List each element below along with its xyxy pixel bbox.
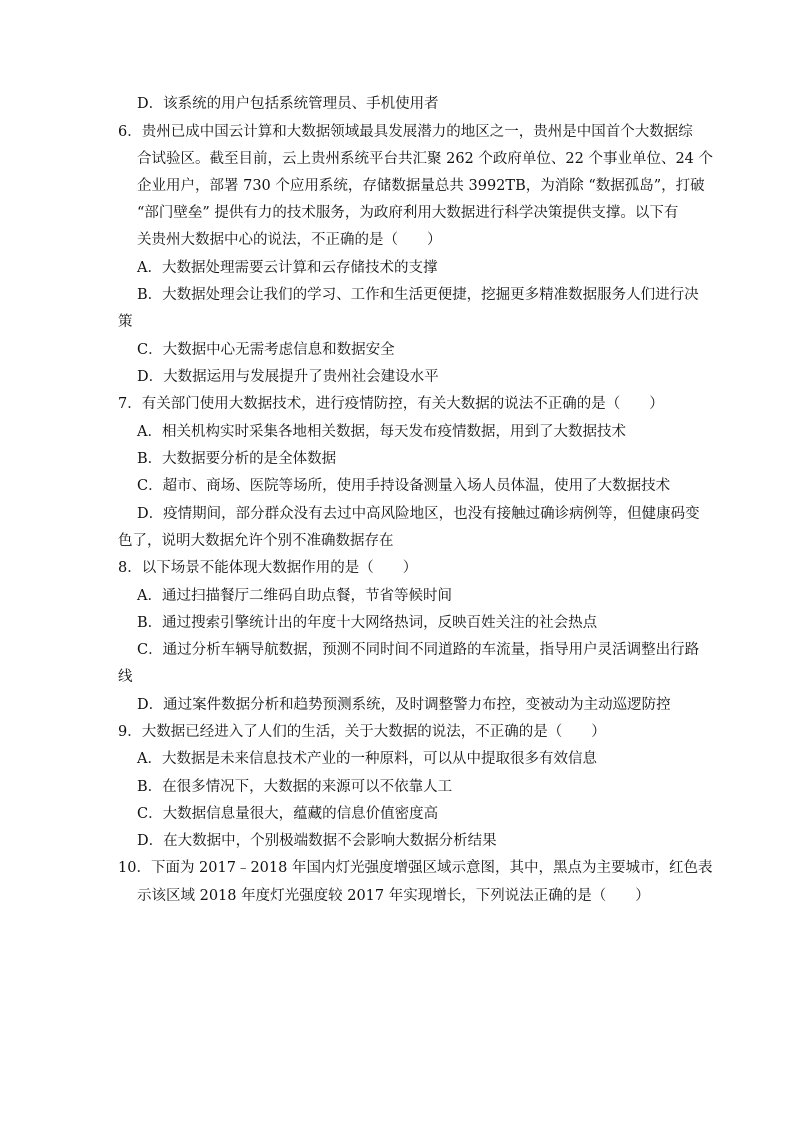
prev-question-option-d: D．该系统的用户包括系统管理员、手机使用者 (137, 96, 439, 112)
q8-option-d: D．通过案件数据分析和趋势预测系统，及时调整警力布控，变被动为主动巡逻防控 (137, 697, 671, 713)
q6-stem-line-4: “部门壁垒” 提供有力的技术服务，为政府利用大数据进行科学决策提供支撑。以下有 (137, 205, 679, 221)
q6-option-b-wrap: 策 (118, 314, 133, 330)
q8-option-b: B．通过搜索引擎统计出的年度十大网络热词，反映百姓关注的社会热点 (137, 615, 598, 631)
q7-option-d: D．疫情期间，部分群众没有去过中高风险地区，也没有接触过确诊病例等，但健康码变 (137, 506, 700, 522)
q6-option-a: A．大数据处理需要云计算和云存储技术的支撑 (137, 260, 438, 276)
q6-option-d: D．大数据运用与发展提升了贵州社会建设水平 (137, 369, 439, 385)
q6-stem-line-1: 6．贵州已成中国云计算和大数据领域最具发展潜力的地区之一，贵州是中国首个大数据综 (118, 124, 693, 140)
q6-option-c: C．大数据中心无需考虑信息和数据安全 (137, 342, 395, 358)
q6-stem-line-5: 关贵州大数据中心的说法，不正确的是（ ） (137, 232, 442, 248)
q6-option-b: B．大数据处理会让我们的学习、工作和生活更便捷，挖掘更多精准数据服务人们进行决 (137, 287, 699, 303)
q7-stem: 7．有关部门使用大数据技术，进行疫情防控，有关大数据的说法不正确的是（ ） (118, 396, 664, 412)
q8-option-c-wrap: 线 (118, 669, 133, 685)
q7-option-c: C．超市、商场、医院等场所，使用手持设备测量入场人员体温，使用了大数据技术 (137, 478, 671, 494)
q8-option-c: C．通过分析车辆导航数据，预测不同时间不同道路的车流量，指导用户灵活调整出行路 (137, 642, 700, 658)
q6-stem-line-3: 企业用户，部署 730 个应用系统，存储数据量总共 3992TB，为消除 “数据孤岛”，打破 (137, 178, 705, 194)
q8-option-a: A．通过扫描餐厅二维码自助点餐，节省等候时间 (137, 588, 452, 604)
q7-option-b: B．大数据要分析的是全体数据 (137, 451, 337, 467)
q9-stem: 9．大数据已经进入了人们的生活，关于大数据的说法，不正确的是（ ） (118, 724, 606, 740)
q7-option-a: A．相关机构实时采集各地相关数据，每天发布疫情数据，用到了大数据技术 (137, 424, 626, 440)
q9-option-a: A．大数据是未来信息技术产业的一种原料，可以从中提取很多有效信息 (137, 751, 597, 767)
q8-stem: 8．以下场景不能体现大数据作用的是（ ） (118, 560, 418, 576)
q6-stem-line-2: 合试验区。截至目前，云上贵州系统平台共汇聚 262 个政府单位、22 个事业单位、24 个 (137, 151, 714, 167)
q10-stem-line-1: 10．下面为 2017﹣2018 年国内灯光强度增强区域示意图，其中，黑点为主要城市，红色表 (118, 860, 713, 876)
q9-option-c: C．大数据信息量很大，蕴藏的信息价值密度高 (137, 806, 439, 822)
q10-stem-line-2: 示该区域 2018 年度灯光强度较 2017 年实现增长，下列说法正确的是（ ） (137, 888, 650, 904)
q7-option-d-wrap: 色了，说明大数据允许个别不准确数据存在 (118, 533, 394, 549)
q9-option-b: B．在很多情况下，大数据的来源可以不依靠人工 (137, 779, 453, 795)
q9-option-d: D．在大数据中，个别极端数据不会影响大数据分析结果 (137, 833, 497, 849)
